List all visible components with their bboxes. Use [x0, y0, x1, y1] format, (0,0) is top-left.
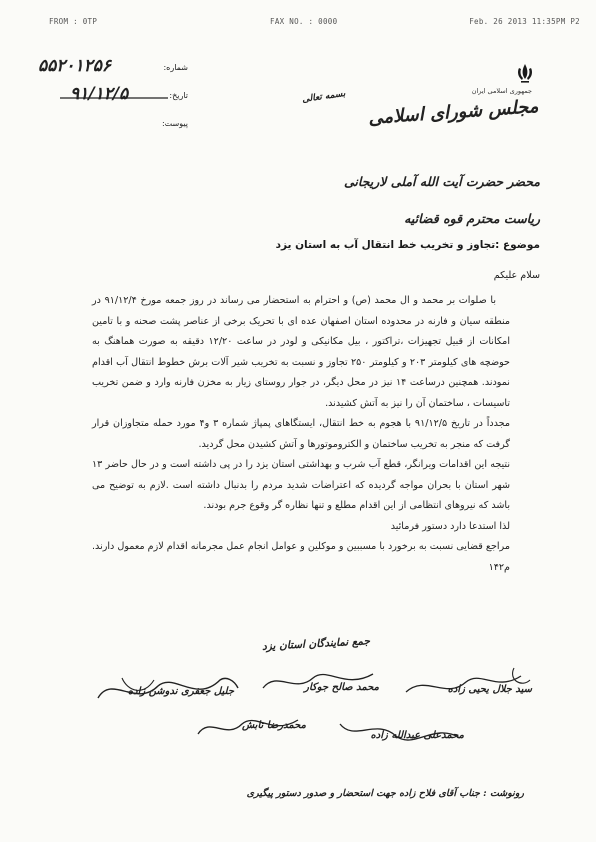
letter-date-row: [30, 84, 190, 106]
body-paragraph-1: با صلوات بر محمد و ال محمد (ص) و احترام به استحضار می رساند در روز جمعه مورخ ۹۱/۱۲/۴ در منطقه سیان و فارنه در محدوده استان اصفهان عده ای با تحریک برخی از عناصر پشت صحنه و با تامین امکانات از قبیل تجهیزات ،تراکتور ، بیل مکانیکی و لودر در ساعت ۱۲/۲۰ دقیقه به صورت هماهنگ به حوضچه های کیلومتر ۲۰۳ و کیلومتر ۲۵۰ تجاوز و نسبت به تخریب شیر آلات برش خطوط انتقال آب اقدام نمودند. همچنین درساعت ۱۴ نیز در محل دیگر، در جوار روستای زیار به مخزن فارنه وارد و ضمن تخریب تاسیسات ، ساختمان آن را نیز به آتش کشیدند.: [92, 295, 510, 409]
signature-1-name: سید جلال یحیی زاده: [447, 684, 532, 695]
number-label: شماره:: [163, 63, 188, 72]
signature-3-name: جلیل جعفری ندوشن زاده: [127, 686, 234, 697]
org-line-2: مجلس شورای اسلامی: [367, 96, 539, 129]
body-paragraph-2: مجدداً در تاریخ ۹۱/۱۲/۵ با هجوم به خط انتقال، ایستگاهای پمپاژ شماره ۳ و۴ مورد حمله متجاوزان قرار گرفت که منجر به تخریب ساختمان و الکتروموتورها و آتش کشیدن محل گردید.: [92, 418, 510, 450]
letter-attachment-row: [30, 117, 190, 133]
date-strike-line: [60, 96, 168, 100]
signature-5: [190, 706, 310, 746]
recipient-line-2: ریاست محترم قوه قضائیه: [404, 211, 540, 226]
fax-number: FAX NO. : 0000: [270, 17, 338, 26]
recipient-line-1: محضر حضرت آیت الله آملی لاریجانی: [344, 174, 540, 189]
signature-1: [396, 662, 536, 704]
letter-body: [92, 291, 510, 578]
greeting: سلام علیکم: [493, 270, 540, 281]
fax-from: FROM : 0TP: [49, 17, 98, 26]
signature-4: [330, 712, 470, 754]
attachment-label: پیوست:: [161, 119, 188, 128]
number-value: ۵۵۲۰۱۲۵۶: [38, 56, 112, 76]
letter-number-row: [30, 56, 190, 78]
date-value: ۹۱/۱۲/۵: [70, 84, 129, 104]
signatures-heading: جمع نمایندگان استان یزد: [261, 635, 371, 653]
carbon-copy-note: رونوشت : جناب آقای فلاح زاده جهت استحضار و صدور دستور پیگیری: [246, 788, 524, 799]
org-line-1: جمهوری اسلامی ایران: [471, 87, 532, 95]
fax-datetime: Feb. 26 2013 11:35PM P2: [469, 17, 580, 26]
signature-2-name: محمد صالح جوکار: [304, 682, 379, 693]
body-paragraph-5: مراجع قضایی نسبت به برخورد با مسببین و موکلین و عوامل انجام عمل مجرمانه اقدام لازم معمول دارند. م۱۴۲: [92, 541, 510, 573]
signature-4-name: محمدعلی عبدالله زاده: [370, 730, 464, 741]
body-paragraph-3: نتیجه این اقدامات ویرانگر، قطع آب شرب و بهداشتی استان یزد را در پی داشته است و در حال حاضر ۱۳ شهر استان با بحران مواجه گردیده که اعتراضات شدید مردم را بدنبال داشته است .لازم به توضیح می باشد که نیروهای انتظامی از این اقدام مطلع و تنها نظاره گر وقوع جرم بودند.: [92, 459, 510, 511]
iran-emblem-icon: [514, 62, 536, 84]
signature-1-scribble: [396, 662, 536, 704]
date-label: تاریخ:: [169, 91, 188, 100]
center-invocation: بسمه تعالی: [301, 89, 347, 105]
subject-line: موضوع :تجاوز و تخریب خط انتقال آب به استان یزد: [275, 239, 540, 251]
body-paragraph-4: لذا استدعا دارد دستور فرمائید: [390, 520, 510, 532]
signature-2: [255, 662, 385, 702]
signature-5-name: محمدرضا تابش: [241, 720, 306, 731]
